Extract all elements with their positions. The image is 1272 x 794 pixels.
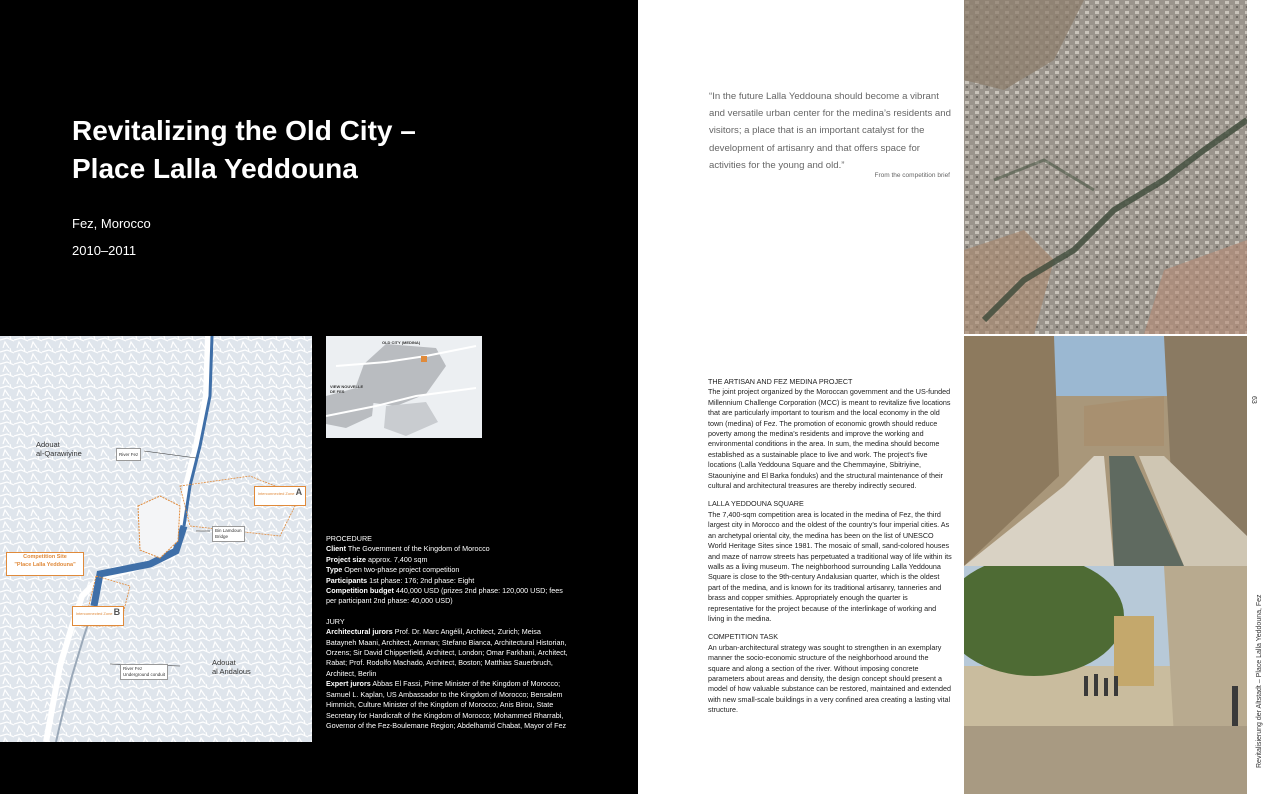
map-label-adouat-andalous: Adouat al Andalous — [212, 658, 251, 676]
map-label-adouat-qarawiyine: Adouat al-Qarawiyine — [36, 440, 82, 458]
section-artisan — [708, 377, 952, 491]
running-head: Revitalisierung der Altstadt – Place Lalla Yeddouna, Fez — [1256, 594, 1263, 768]
section-text: The joint project organized by the Moroccan government and the US-funded Millennium Challenge Corporation (MCC) is meant to revitalize five locations that are particularly important to tourism and the local economy in the old town (medina) of Fez. The promotion of economic growth should reduce poverty among the medina’s residents and improve the working and environmental conditions in the area. In sum, the medina should become established as a sustainable place to live and work. The project’s five locations (Lalla Yeddouna Square and the Chemmayine, Sbitriyine, Staouniyine and El Barka fonduks) and the structural maintenance of their cultural and architectural treasures are thereby indirectly secured. — [708, 387, 951, 491]
participants-line: Participants 1st phase: 176; 2nd phase: Eight — [326, 575, 475, 585]
expert-jurors: Expert jurors Abbas El Fassi, Prime Minister of the Kingdom of Morocco; Samuel L. Kaplan, US Ambassador to the Kingdom of Morocco; Bensalem Himmich, Culture Minister of the Kingdom of Morocco; Anis Birou, State Secretary for Handicraft of the Kingdom of Morocco; Mohammed Rharrabi, Governor of the Fez-Boulemane Region; Abdelhamid Chabat, Mayor of Fez — [326, 679, 567, 730]
river-photo-graphic — [964, 336, 1247, 566]
procedure-heading: PROCEDURE — [326, 534, 372, 543]
budget-line: Competition budget 440,000 USD (prizes 2nd phase: 120,000 USD; fees per participant 2nd phase: 40,000 USD) — [326, 586, 563, 606]
section-text: An urban-architectural strategy was sought to strengthen in an exemplary manner the socio-economic structure of the neighborhood around the square and along a section of the river. Without imposing concrete parameters about areas and density, the design concept should present a model of how valuable substance can be restored, maintained and extended with new small-scale buildings in a very confined area creating a lasting vital structure. — [708, 642, 951, 715]
competition-site-tag: Competition Site "Place Lalla Yeddouna" — [6, 552, 84, 576]
section-competition-task — [708, 632, 952, 715]
years: 2010–2011 — [72, 243, 137, 258]
section-heading: LALLA YEDDOUNA SQUARE — [708, 499, 804, 509]
page-title — [72, 112, 416, 188]
aerial-photo — [964, 0, 1247, 334]
aerial-photo-graphic — [964, 0, 1247, 334]
locator-label-old-city: OLD CITY (MEDINA) — [382, 340, 421, 345]
map-label-underground: River Fez Underground conduit — [120, 664, 168, 680]
map-label-bridge: Bin Lamdoun Bridge — [212, 526, 245, 542]
location: Fez, Morocco — [72, 216, 151, 231]
site-map — [0, 336, 312, 742]
pull-quote: “In the future Lalla Yeddouna should become a vibrant and versatile urban center for the medina’s residents and visitors; a place that is an important catalyst for the development of artisanry and that offers space for activities for the young and old.” — [709, 91, 951, 171]
section-heading: THE ARTISAN AND FEZ MEDINA PROJECT — [708, 377, 853, 386]
site-map-graphic — [0, 336, 312, 742]
competition-info — [326, 534, 572, 731]
client-line: Client The Government of the Kingdom of Morocco — [326, 544, 490, 554]
title-line-1: Revitalizing the Old City – — [72, 115, 416, 146]
jury-heading: JURY — [326, 616, 345, 626]
square-photo — [964, 566, 1247, 794]
section-lalla-yeddouna — [708, 499, 952, 624]
locator-map — [326, 336, 482, 438]
size-line: Project size approx. 7,400 sqm — [326, 554, 428, 564]
zone-a-tag: Interconnected Zone A — [254, 486, 306, 506]
page-number: 63 — [1250, 396, 1257, 404]
zone-b-tag: Interconnected Zone B — [72, 606, 124, 626]
body-text — [708, 377, 952, 724]
locator-label-ville-nouvelle: VIEW NOUVELLE DE FES — [330, 384, 364, 394]
section-heading: COMPETITION TASK — [708, 632, 779, 642]
architectural-jurors: Architectural jurors Prof. Dr. Marc Angélil, Architect, Zurich; Meisa Batayneh Maani, Architect, Amman; Stefano Bianca, Architectural Historian, Orzens; Sir David Chipperfield, Architect, London; Omar Farkhani, Architect, Rabat; Prof. Rodolfo Machado, Architect, Boston; Matthias Sauerbruch, Architect, Berlin — [326, 627, 568, 678]
quote-source: From the competition brief — [874, 172, 950, 179]
type-line: Type Open two-phase project competition — [326, 565, 460, 575]
square-photo-graphic — [964, 566, 1247, 794]
title-line-2: Place Lalla Yeddouna — [72, 153, 358, 184]
map-label-river-fez: River Fez — [116, 448, 141, 461]
river-photo — [964, 336, 1247, 566]
section-text: The 7,400-sqm competition area is located in the medina of Fez, the third largest city in Morocco and the oldest of the country’s four imperial cities. As an archetypal oriental city, the medina has been on the list of UNESCO World Heritage Sites since 1981. The mosaic of small, sand-colored houses and maze of narrow streets has perpetuated a traditional way of life within its walls as a living museum. The neighborhood surrounding Lalla Yeddouna Square is close to the 9th-century Andalusian quarter, which is the oldest part of the medina, and is known for its traditional artisanry, tanneries and brass and copper smithies. Appropriately enough the quarter is representative for the project because of the interlinkage of working and living in the medina. — [708, 509, 952, 623]
